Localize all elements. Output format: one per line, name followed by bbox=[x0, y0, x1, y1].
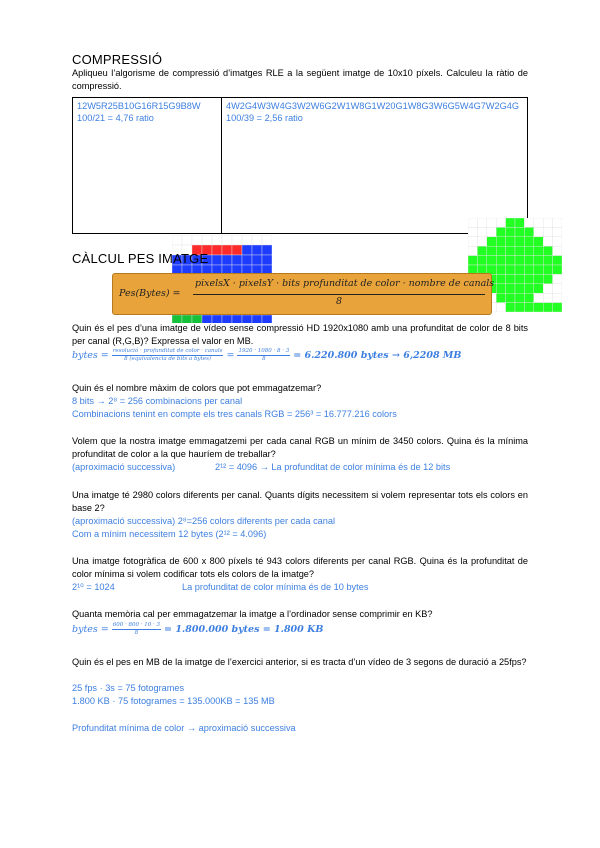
pixel-cell bbox=[496, 246, 505, 255]
pixel-cell bbox=[533, 293, 542, 302]
pixel-cell bbox=[252, 235, 262, 245]
q1-result: = 6.220.800 bytes → 6,2208 MB bbox=[293, 350, 462, 361]
pixel-cell bbox=[543, 274, 552, 283]
q4-question: Una imatge té 2980 colors diferents per canal. Quants dígits necessitem si volem representar tots els colors en base 2? bbox=[72, 490, 528, 513]
pixel-cell bbox=[533, 274, 542, 283]
pixel-cell bbox=[232, 245, 242, 255]
pixel-cell bbox=[533, 255, 542, 264]
pixel-cell bbox=[496, 227, 505, 236]
pixel-cell bbox=[468, 227, 477, 236]
q7-answer-1: 25 fps · 3s = 75 fotogrames bbox=[72, 683, 185, 693]
pixel-cell bbox=[242, 235, 252, 245]
pixel-cell bbox=[496, 274, 505, 283]
q1-fraction-1 bbox=[112, 348, 224, 363]
q2-answer-2: Combinacions tenint en compte els tres canals RGB = 256³ = 16.777.216 colors bbox=[72, 409, 397, 419]
pixel-cell bbox=[202, 235, 212, 245]
pixel-cell bbox=[515, 265, 524, 274]
pixel-cell bbox=[477, 236, 486, 245]
pixel-cell bbox=[496, 218, 505, 227]
q3-answer-2: 2¹² = 4096 → La profunditat de color mínima és de 12 bits bbox=[215, 462, 451, 472]
q1-fraction-2 bbox=[237, 348, 290, 363]
q4-answer-2: Com a mínim necessitem 12 bytes (2¹² = 4.096) bbox=[72, 529, 267, 539]
pixel-cell bbox=[232, 255, 242, 265]
pixel-cell bbox=[496, 293, 505, 302]
pixel-cell bbox=[515, 236, 524, 245]
pixel-cell bbox=[524, 246, 533, 255]
pixel-cell bbox=[252, 245, 262, 255]
pixel-cell bbox=[486, 236, 495, 245]
rle-right-cell bbox=[222, 98, 528, 234]
pixel-cell bbox=[552, 255, 561, 264]
pixel-cell bbox=[524, 227, 533, 236]
pixel-cell bbox=[552, 293, 561, 302]
section-title-weight: CÀLCUL PES IMATGE bbox=[72, 251, 209, 266]
q1-lhs: bytes = bbox=[72, 350, 109, 361]
q1-answer bbox=[72, 348, 461, 363]
pixel-cell bbox=[552, 274, 561, 283]
pixel-cell bbox=[524, 274, 533, 283]
q6-fraction bbox=[112, 622, 161, 637]
pixel-cell bbox=[533, 236, 542, 245]
pixel-cell bbox=[182, 235, 192, 245]
q6-question: Quanta memòria cal per emmagatzemar la imatge a l’ordinador sense comprimir en KB? bbox=[72, 609, 433, 619]
pixel-cell bbox=[252, 255, 262, 265]
pixel-cell bbox=[543, 293, 552, 302]
q1-frac1-den: 8 (equivalencia de bits a bytes) bbox=[124, 356, 212, 362]
footer-note: Profunditat mínima de color → aproximació successiva bbox=[72, 723, 296, 733]
pixel-cell bbox=[505, 293, 514, 302]
formula-numerator: pixelsX · pixelsY · bits profunditat de color · nombre de canals bbox=[195, 278, 495, 289]
pixel-cell bbox=[496, 283, 505, 292]
pixel-cell bbox=[505, 246, 514, 255]
pixel-cell bbox=[262, 235, 272, 245]
q6-lhs: bytes = bbox=[72, 624, 109, 635]
rle-left-code: 12W5R25B10G16R15G9B8W bbox=[77, 101, 201, 111]
rle-left-cell bbox=[73, 98, 222, 234]
pixel-cell bbox=[524, 283, 533, 292]
rle-right-ratio: 100/39 = 2,56 ratio bbox=[226, 113, 303, 123]
q6-answer bbox=[72, 622, 323, 637]
pixel-cell bbox=[543, 265, 552, 274]
rle-right-code: 4W2G4W3W4G3W2W6G2W1W8G1W20G1W8G3W6G5W4G7W2G4G bbox=[226, 101, 520, 111]
pixel-cell bbox=[505, 302, 514, 311]
pixel-cell bbox=[496, 265, 505, 274]
q6-result: = 1.800.000 bytes = 1.800 KB bbox=[164, 624, 324, 635]
pixel-cell bbox=[477, 246, 486, 255]
q1-frac2-num: 1920 · 1080 · 8 · 3 bbox=[238, 348, 290, 354]
pixel-cell bbox=[515, 218, 524, 227]
q7-answer-2: 1.800 KB · 75 fotogrames = 135.000KB = 135 MB bbox=[72, 696, 275, 706]
pixel-cell bbox=[552, 227, 561, 236]
pixel-cell bbox=[533, 283, 542, 292]
q6-frac-num: 600 · 800 · 10 · 3 bbox=[112, 622, 161, 628]
compression-intro: Apliqueu l’algorisme de compressió d’imatges RLE a la següent imatge de 10x10 píxels. Calculeu la ràtio de compressió. bbox=[72, 68, 528, 91]
pixel-cell bbox=[212, 235, 222, 245]
pixel-cell bbox=[543, 236, 552, 245]
pixel-cell bbox=[515, 246, 524, 255]
pixel-cell bbox=[515, 255, 524, 264]
pixel-cell bbox=[552, 302, 561, 311]
pixel-cell bbox=[515, 302, 524, 311]
pixel-cell bbox=[552, 246, 561, 255]
q1-frac1-num: resolució · profunditat de color · canals bbox=[112, 348, 223, 354]
pixel-cell bbox=[505, 274, 514, 283]
pixel-cell bbox=[222, 235, 232, 245]
pixel-cell bbox=[496, 255, 505, 264]
pixel-cell bbox=[477, 227, 486, 236]
pixel-cell bbox=[515, 283, 524, 292]
pixel-cell bbox=[533, 227, 542, 236]
pixel-cell bbox=[505, 265, 514, 274]
pixel-cell bbox=[552, 265, 561, 274]
pixel-cell bbox=[524, 293, 533, 302]
pixel-cell bbox=[524, 265, 533, 274]
rle-left-ratio: 100/21 = 4,76 ratio bbox=[77, 113, 154, 123]
pixel-cell bbox=[543, 218, 552, 227]
rle-table bbox=[72, 97, 528, 234]
pixel-cell bbox=[552, 218, 561, 227]
pixel-cell bbox=[543, 246, 552, 255]
q4-answer-1: (aproximació successiva) 2⁸=256 colors diferents per cada canal bbox=[72, 516, 336, 526]
pixel-cell bbox=[496, 302, 505, 311]
pixel-cell bbox=[533, 265, 542, 274]
pixel-cell bbox=[533, 246, 542, 255]
pixel-cell bbox=[486, 246, 495, 255]
pixel-cell bbox=[524, 302, 533, 311]
q6-frac-den: 8 bbox=[134, 630, 139, 636]
q1-frac2-den: 8 bbox=[262, 356, 266, 362]
pixel-cell bbox=[505, 227, 514, 236]
q5-question: Una imatge fotogràfica de 600 x 800 píxels té 943 colors diferents per canal RGB. Quina és la profunditat de color mínima si volem codificar tots els colors de la imatge? bbox=[72, 556, 528, 579]
formula-denominator: 8 bbox=[336, 296, 343, 307]
pixel-cell bbox=[192, 235, 202, 245]
q3-answer-1: (aproximació successiva) bbox=[72, 462, 176, 472]
pixel-cell bbox=[486, 218, 495, 227]
pixel-cell bbox=[212, 255, 222, 265]
q1-question: Quin és el pes d’una imatge de vídeo sense compressió HD 1920x1080 amb una profunditat de color de 8 bits per canal (R,G,B)? Expressa el valor en MB. bbox=[72, 323, 528, 346]
pixel-cell bbox=[468, 236, 477, 245]
q5-answer-1: 2¹⁰ = 1024 bbox=[72, 582, 115, 592]
pixel-cell bbox=[524, 236, 533, 245]
pixel-cell bbox=[533, 218, 542, 227]
pixel-cell bbox=[524, 218, 533, 227]
pixel-cell bbox=[477, 218, 486, 227]
pixel-cell bbox=[468, 255, 477, 264]
pixel-cell bbox=[468, 218, 477, 227]
pixel-cell bbox=[212, 245, 222, 255]
pixel-cell bbox=[543, 283, 552, 292]
q3-question: Volem que la nostra imatge emmagatzemi per cada canal RGB un mínim de 3450 colors. Quina és la mínima profunditat de color a la que hauríem de treballar? bbox=[72, 436, 528, 459]
pixel-cell bbox=[242, 255, 252, 265]
pixel-cell bbox=[515, 293, 524, 302]
pixel-cell bbox=[505, 236, 514, 245]
pixel-cell bbox=[477, 255, 486, 264]
pixel-cell bbox=[552, 283, 561, 292]
pixel-cell bbox=[468, 246, 477, 255]
formula-fraction-line bbox=[193, 294, 485, 295]
pixel-cell bbox=[524, 255, 533, 264]
pixel-cell bbox=[505, 255, 514, 264]
pixel-cell bbox=[222, 255, 232, 265]
pixel-cell bbox=[242, 245, 252, 255]
formula-lhs: Pes(Bytes) = bbox=[119, 288, 181, 299]
pixel-cell bbox=[505, 283, 514, 292]
pixel-cell bbox=[552, 236, 561, 245]
pixel-cell bbox=[486, 255, 495, 264]
weight-formula bbox=[112, 273, 495, 315]
pixel-cell bbox=[496, 236, 505, 245]
q7-question: Quin és el pes en MB de la imatge de l’exercici anterior, si es tracta d’un vídeo de 3 segons de duració a 25fps? bbox=[72, 657, 527, 667]
pixel-cell bbox=[515, 274, 524, 283]
pixel-cell bbox=[515, 227, 524, 236]
pixel-cell bbox=[232, 235, 242, 245]
pixel-cell bbox=[533, 302, 542, 311]
q1-eq: = bbox=[226, 350, 235, 361]
q2-answer-1: 8 bits → 2⁸ = 256 combinacions per canal bbox=[72, 396, 243, 406]
pixel-cell bbox=[262, 245, 272, 255]
pixel-cell bbox=[486, 227, 495, 236]
pixel-cell bbox=[222, 245, 232, 255]
pixel-cell bbox=[543, 255, 552, 264]
q5-answer-2: La profunditat de color mínima és de 10 bytes bbox=[182, 582, 369, 592]
pixel-cell bbox=[172, 235, 182, 245]
q2-question: Quin és el nombre màxim de colors que pot emmagatzemar? bbox=[72, 383, 322, 393]
pixel-cell bbox=[505, 218, 514, 227]
section-title-compression: COMPRESSIÓ bbox=[72, 52, 163, 67]
pixel-cell bbox=[543, 302, 552, 311]
pixel-cell bbox=[262, 255, 272, 265]
pixel-cell bbox=[543, 227, 552, 236]
